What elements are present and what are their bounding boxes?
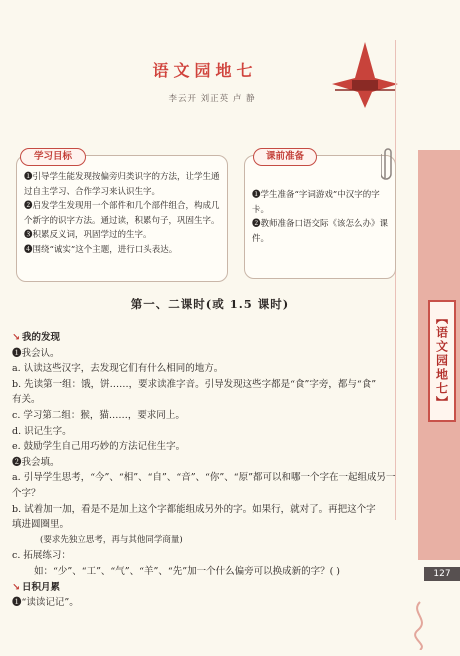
authors-line: 李云开 刘正英 卢 静 (168, 94, 256, 104)
goal-item: ❷启发学生发现用一个部件和几个部件组合，构成几个新字的识字方法。通过读，积累句子，巩固生字。 (24, 201, 220, 226)
body-line: ❶我会认。 (12, 347, 60, 359)
goals-tag: 学习目标 (20, 148, 86, 166)
body-line: 填进圆圈里。 (12, 519, 70, 531)
goal-item: ❶引导学生能发现按偏旁归类识字的方法，让学生通过自主学习、合作学习来认识生字。 (24, 172, 220, 197)
goal-item: ❸积累反义词，巩固学过的生字。 (24, 230, 152, 240)
discover-heading: ↘ 我的发现 (12, 330, 416, 346)
goal-item: ❹围绕“诚实”这个主题，进行口头表达。 (24, 244, 178, 255)
page-number: 127 (424, 567, 460, 581)
prep-tag: 课前准备 (253, 148, 317, 166)
body-line: b. 试着加一加，看是不是加上这个字都能组成另外的字。如果行，就对了。再把这个字 (12, 503, 376, 515)
header-decoration (330, 40, 400, 114)
prep-item: ❷教师准备口语交际《该怎么办》课件。 (252, 219, 389, 244)
body-line: 如：“少”、“工”、“气”、“羊”、“先”加一个什么偏旁可以换成新的字？( ) (34, 565, 341, 577)
body-line: ❷我会填。 (12, 456, 60, 468)
body-note: (要求先独立思考，再与其他同学商量) (40, 534, 183, 545)
body-line: b. 先读第一组：饿，饼……，要求读准字音。引导发现这些字都是“食”字旁，都与“食” (12, 378, 377, 390)
body-line: c. 学习第二组：猴，猫……，要求同上。 (12, 409, 185, 421)
body-line: a. 引导学生思考，“今”、“相”、“自”、“音”、“你”、“原”都可以和哪一个字在一起组成另一 (12, 472, 396, 484)
body-line: c. 拓展练习： (12, 550, 71, 562)
prep-list (252, 188, 390, 246)
body-line: ❶“读读记记”。 (12, 597, 79, 609)
lesson-body (12, 330, 416, 611)
corner-swirl-decoration (400, 600, 440, 654)
paperclip-icon (381, 144, 395, 186)
body-line: 有关。 (12, 394, 41, 406)
body-line: e. 鼓励学生自己用巧妙的方法记住生字。 (12, 441, 186, 453)
body-line: a. 认读这些汉字，去发现它们有什么相同的地方。 (12, 363, 224, 375)
section-heading: 第一、二课时(或 1.5 课时) (130, 297, 290, 311)
page-title: 语文园地七 (152, 61, 258, 80)
side-chapter-label: 【语文园地七】 (428, 300, 456, 422)
goals-list (24, 170, 220, 257)
body-line: 个字？ (12, 487, 41, 499)
accum-heading: ↘ 日积月累 (12, 580, 416, 596)
prep-item: ❶学生准备“字词游戏”中汉字的字卡。 (252, 190, 380, 215)
body-line: d. 识记生字。 (12, 425, 72, 437)
